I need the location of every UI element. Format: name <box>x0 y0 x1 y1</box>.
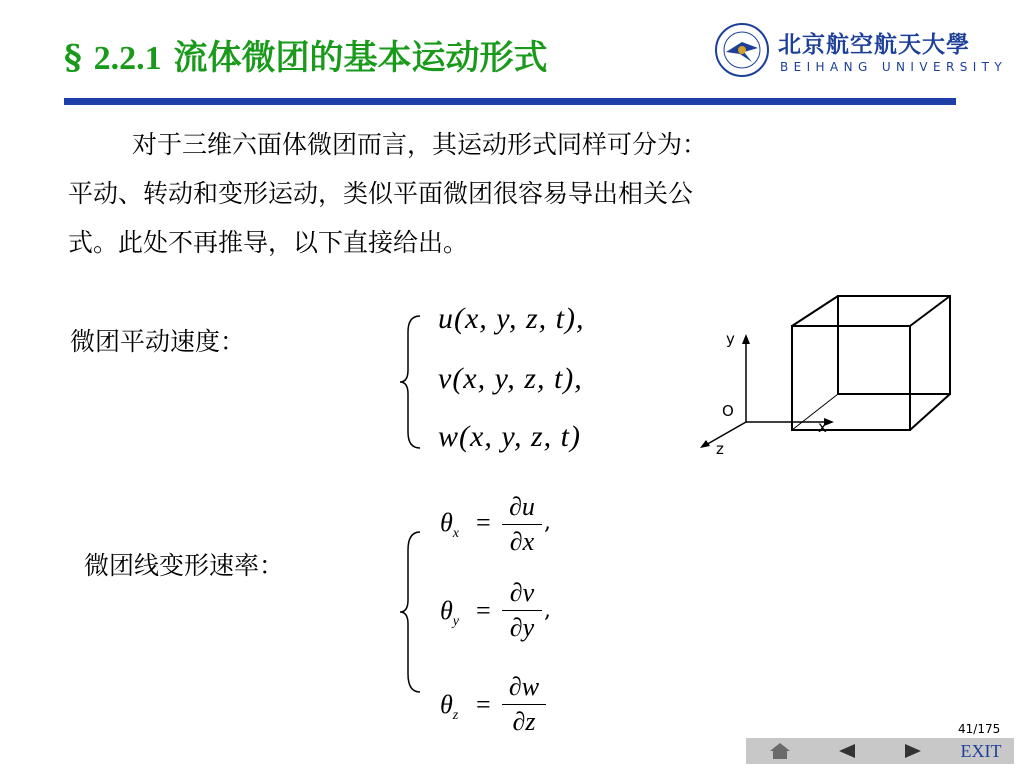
triangle-right-icon <box>903 743 923 759</box>
section-number: 2.2.1 <box>93 40 162 77</box>
page-title <box>64 30 547 79</box>
velocity-formula-w: w(x, y, z, t) <box>438 420 581 453</box>
equals-sign: = <box>476 690 491 719</box>
strain-fraction-z: ∂w ∂z <box>502 672 546 737</box>
exit-button[interactable]: EXIT <box>960 740 1002 761</box>
header-divider <box>64 98 956 105</box>
paragraph-line-2: 平动、转动和变形运动，类似平面微团很容易导出相关公 <box>68 179 694 208</box>
velocity-formula-v: v(x, y, z, t), <box>438 362 583 395</box>
home-icon <box>769 742 791 760</box>
strain-label: 微团线变形速率： <box>84 551 285 580</box>
prev-slide-button[interactable] <box>814 738 880 764</box>
equals-sign: = <box>476 596 491 625</box>
velocity-brace <box>396 312 426 452</box>
strain-brace <box>396 528 426 696</box>
section-mark: § <box>64 38 82 78</box>
paragraph-line-3: 式。此处不再推导，以下直接给出。 <box>68 228 469 257</box>
velocity-formula-u: u(x, y, z, t), <box>438 302 585 335</box>
z-axis <box>704 422 746 446</box>
next-slide-button[interactable] <box>880 738 946 764</box>
strain-lhs-y: $\theta_y$ <box>440 596 459 630</box>
axis-origin: O <box>722 402 734 420</box>
velocity-label: 微团平动速度： <box>70 327 246 356</box>
strain-lhs-z: $\theta_z$ <box>440 690 459 724</box>
strain-fraction-x: ∂u ∂x <box>502 492 542 557</box>
university-name-cn: 北京航空航天大學 <box>778 31 970 58</box>
box-back-face <box>838 296 950 394</box>
triangle-left-icon <box>837 743 857 759</box>
axis-label-z: z <box>716 440 724 458</box>
university-name-en: BEIHANG UNIVERSITY <box>780 60 1008 74</box>
equals-sign: = <box>476 508 491 537</box>
strain-tail-y: , <box>544 598 551 623</box>
university-seal-icon <box>714 22 770 78</box>
paragraph-line-1: 对于三维六面体微团而言，其运动形式同样可分为： <box>132 130 708 159</box>
strain-tail-x: , <box>544 510 551 535</box>
axis-label-x: x <box>818 418 827 436</box>
page-indicator: 41/175 <box>958 722 1001 736</box>
axis-label-y: y <box>726 330 735 348</box>
section-title: 流体微团的基本运动形式 <box>173 38 548 78</box>
strain-lhs-x: $\theta_x$ <box>440 508 459 542</box>
home-button[interactable] <box>746 738 814 764</box>
box-front-face <box>792 326 910 430</box>
strain-fraction-y: ∂v ∂y <box>502 578 542 643</box>
